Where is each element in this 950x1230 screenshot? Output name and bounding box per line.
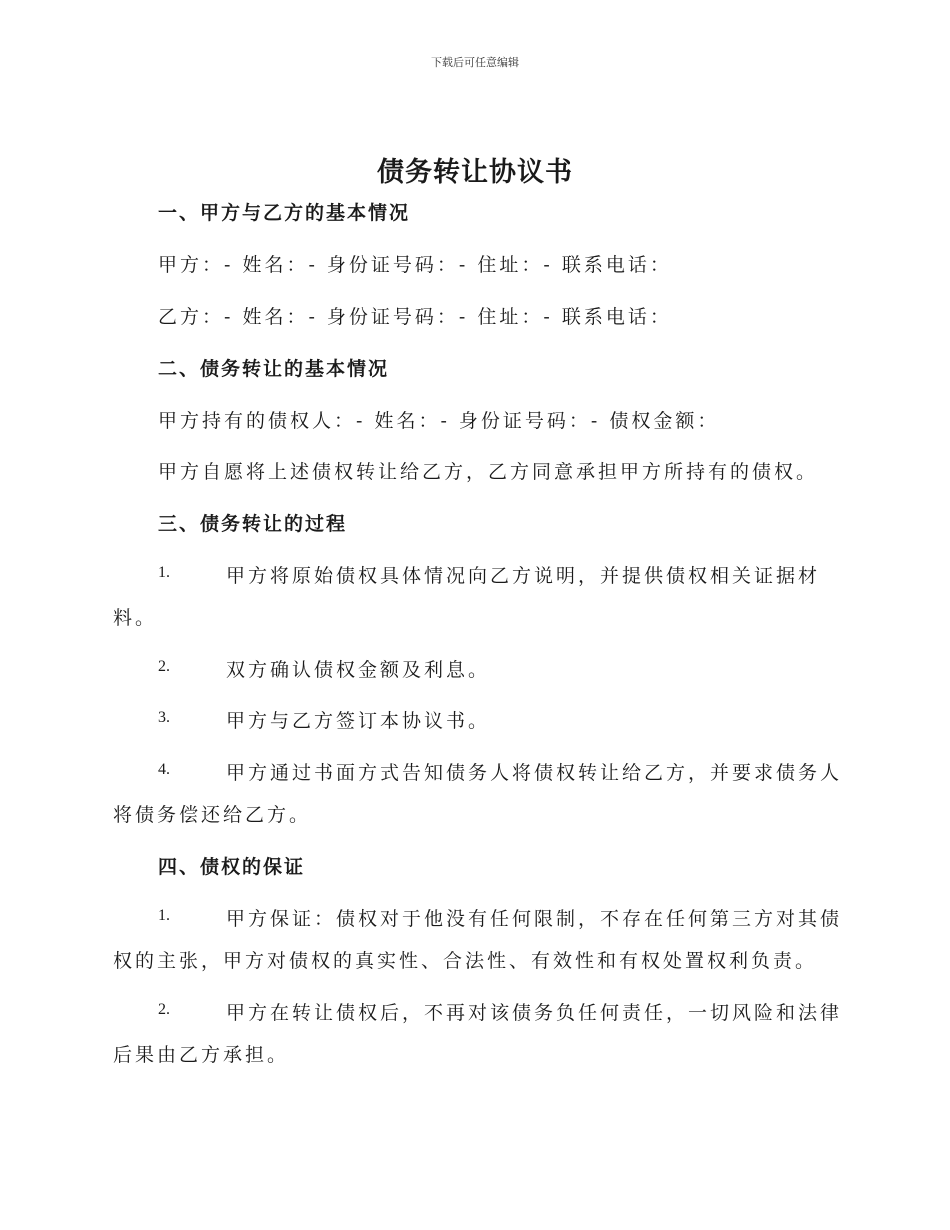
creditor-info: 甲方持有的债权人：- 姓名：- 身份证号码：- 债权金额： bbox=[158, 410, 720, 432]
section-heading: 三、债务转让的过程 bbox=[158, 513, 348, 535]
item-text-continued: 权的主张，甲方对债权的真实性、合法性、有效性和有权处置权利负责。 bbox=[113, 950, 818, 972]
section-heading: 四、债权的保证 bbox=[158, 856, 306, 878]
item-number: 2. bbox=[158, 658, 170, 675]
item-number: 3. bbox=[158, 709, 170, 726]
item-number: 1. bbox=[158, 907, 170, 924]
item-text: 甲方保证：债权对于他没有任何限制，不存在任何第三方对其债 bbox=[226, 908, 843, 930]
item-text-continued: 料。 bbox=[113, 607, 158, 629]
section-heading: 一、甲方与乙方的基本情况 bbox=[158, 202, 411, 224]
item-text-continued: 将债务偿还给乙方。 bbox=[113, 804, 312, 826]
party-b-info: 乙方：- 姓名：- 身份证号码：- 住址：- 联系电话： bbox=[158, 306, 672, 328]
item-text: 甲方将原始债权具体情况向乙方说明，并提供债权相关证据材 bbox=[226, 565, 821, 587]
item-text: 甲方通过书面方式告知债务人将债权转让给乙方，并要求债务人 bbox=[226, 762, 843, 784]
transfer-statement: 甲方自愿将上述债权转让给乙方，乙方同意承担甲方所持有的债权。 bbox=[158, 461, 819, 483]
item-text: 双方确认债权金额及利息。 bbox=[226, 659, 491, 681]
item-text: 甲方与乙方签订本协议书。 bbox=[226, 710, 491, 732]
party-a-info: 甲方：- 姓名：- 身份证号码：- 住址：- 联系电话： bbox=[158, 254, 672, 276]
item-number: 4. bbox=[158, 761, 170, 778]
header-note: 下载后可任意编辑 bbox=[431, 56, 519, 69]
document-title: 债务转让协议书 bbox=[377, 157, 573, 188]
item-number: 2. bbox=[158, 1001, 170, 1018]
item-text: 甲方在转让债权后，不再对该债务负任何责任，一切风险和法律 bbox=[226, 1002, 843, 1024]
item-text-continued: 后果由乙方承担。 bbox=[113, 1044, 290, 1066]
item-number: 1. bbox=[158, 564, 170, 581]
section-heading: 二、债务转让的基本情况 bbox=[158, 358, 390, 380]
